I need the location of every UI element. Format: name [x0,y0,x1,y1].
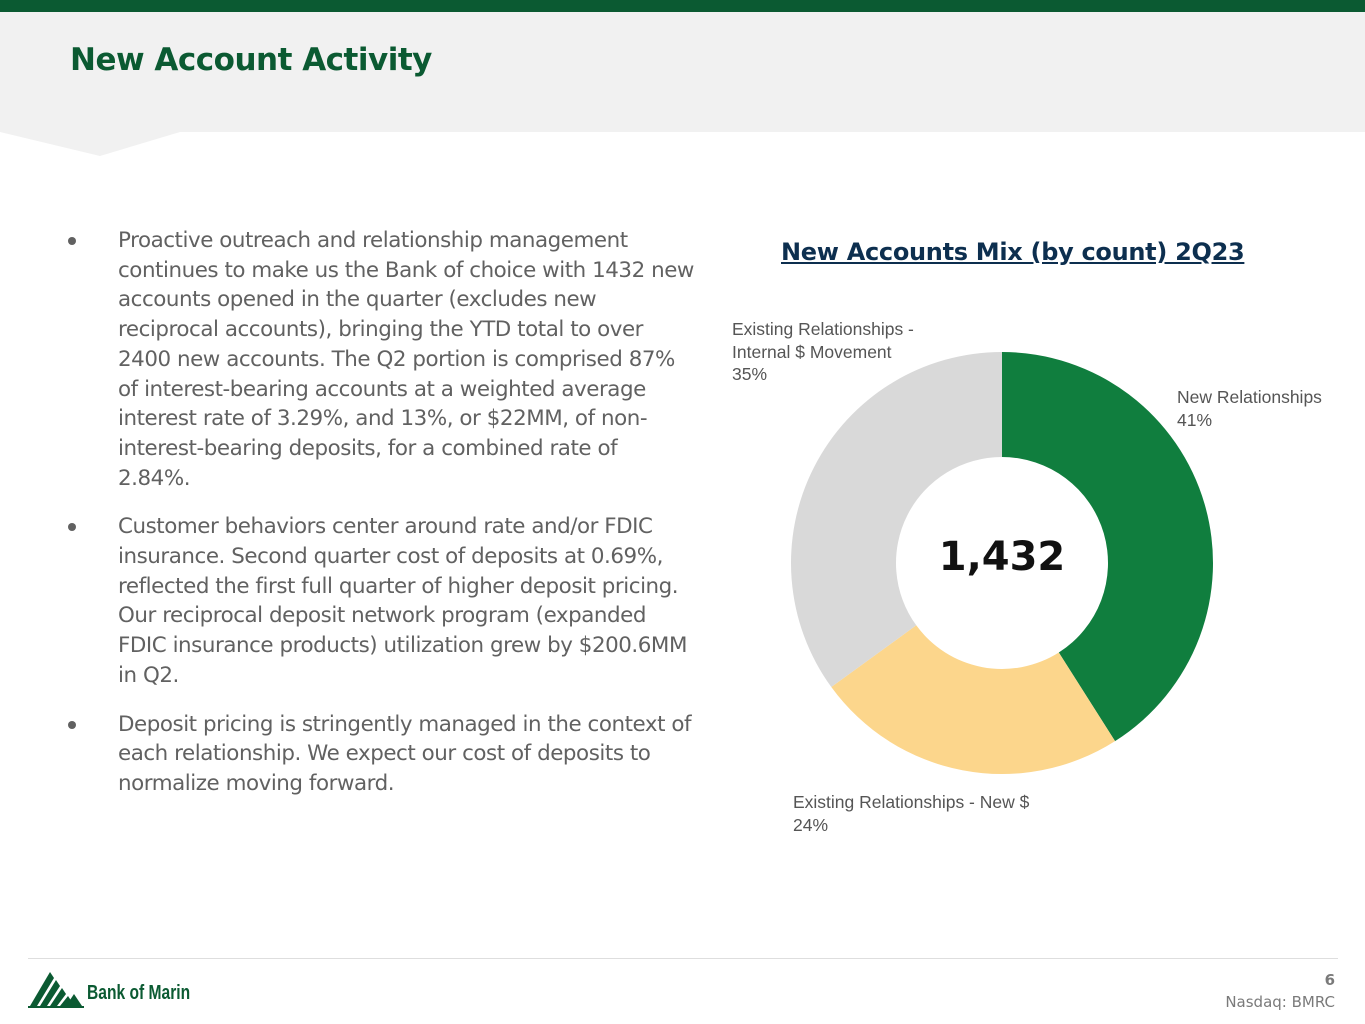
chart-title: New Accounts Mix (by count) 2Q23 [781,238,1245,266]
donut-slice-2 [791,352,1002,687]
footer-divider [28,958,1338,959]
bank-logo-text: Bank of Marin [87,982,191,1004]
bullet-text: Deposit pricing is stringently managed in the context of each relationship. We expect our cost of deposits to normalize moving forward. [118,711,692,796]
ticker-symbol: Nasdaq: BMRC [1225,993,1335,1011]
slice-name: Existing Relationships - Internal $ Movement [732,319,914,362]
slice-name: New Relationships [1177,387,1322,407]
page-number: 6 [1324,971,1335,989]
slice-label-existing-internal [732,318,947,386]
slice-percent: 24% [793,814,829,835]
slice-label-new-relationships [1177,386,1322,431]
slice-percent: 41% [1177,409,1213,430]
bullet-text: Proactive outreach and relationship management continues to make us the Bank of choice with 1432 new accounts opened in the quarter (excludes new reciprocal accounts), bringing the YTD total to over 2400 new accounts. The Q2 portion is comprised 87% of interest-bearing accounts at a weighted average interest rate of 3.29%, and 13%, or $22MM, of non-interest-bearing deposits, for a combined rate of 2.84%. [118,228,694,491]
donut-center-total: 1,432 [938,534,1066,580]
slice-name: Existing Relationships - New $ [793,792,1030,812]
page-title: New Account Activity [70,42,432,78]
bullet-text: Customer behaviors center around rate and/or FDIC insurance. Second quarter cost of deposits at 0.69%, reflected the first full quarter of higher deposit pricing. Our reciprocal deposit network program (expanded FDIC insurance products) utilization grew by $200.6MM in Q2. [118,514,687,688]
slice-label-existing-new [793,791,1029,836]
slice-percent: 35% [732,364,768,384]
